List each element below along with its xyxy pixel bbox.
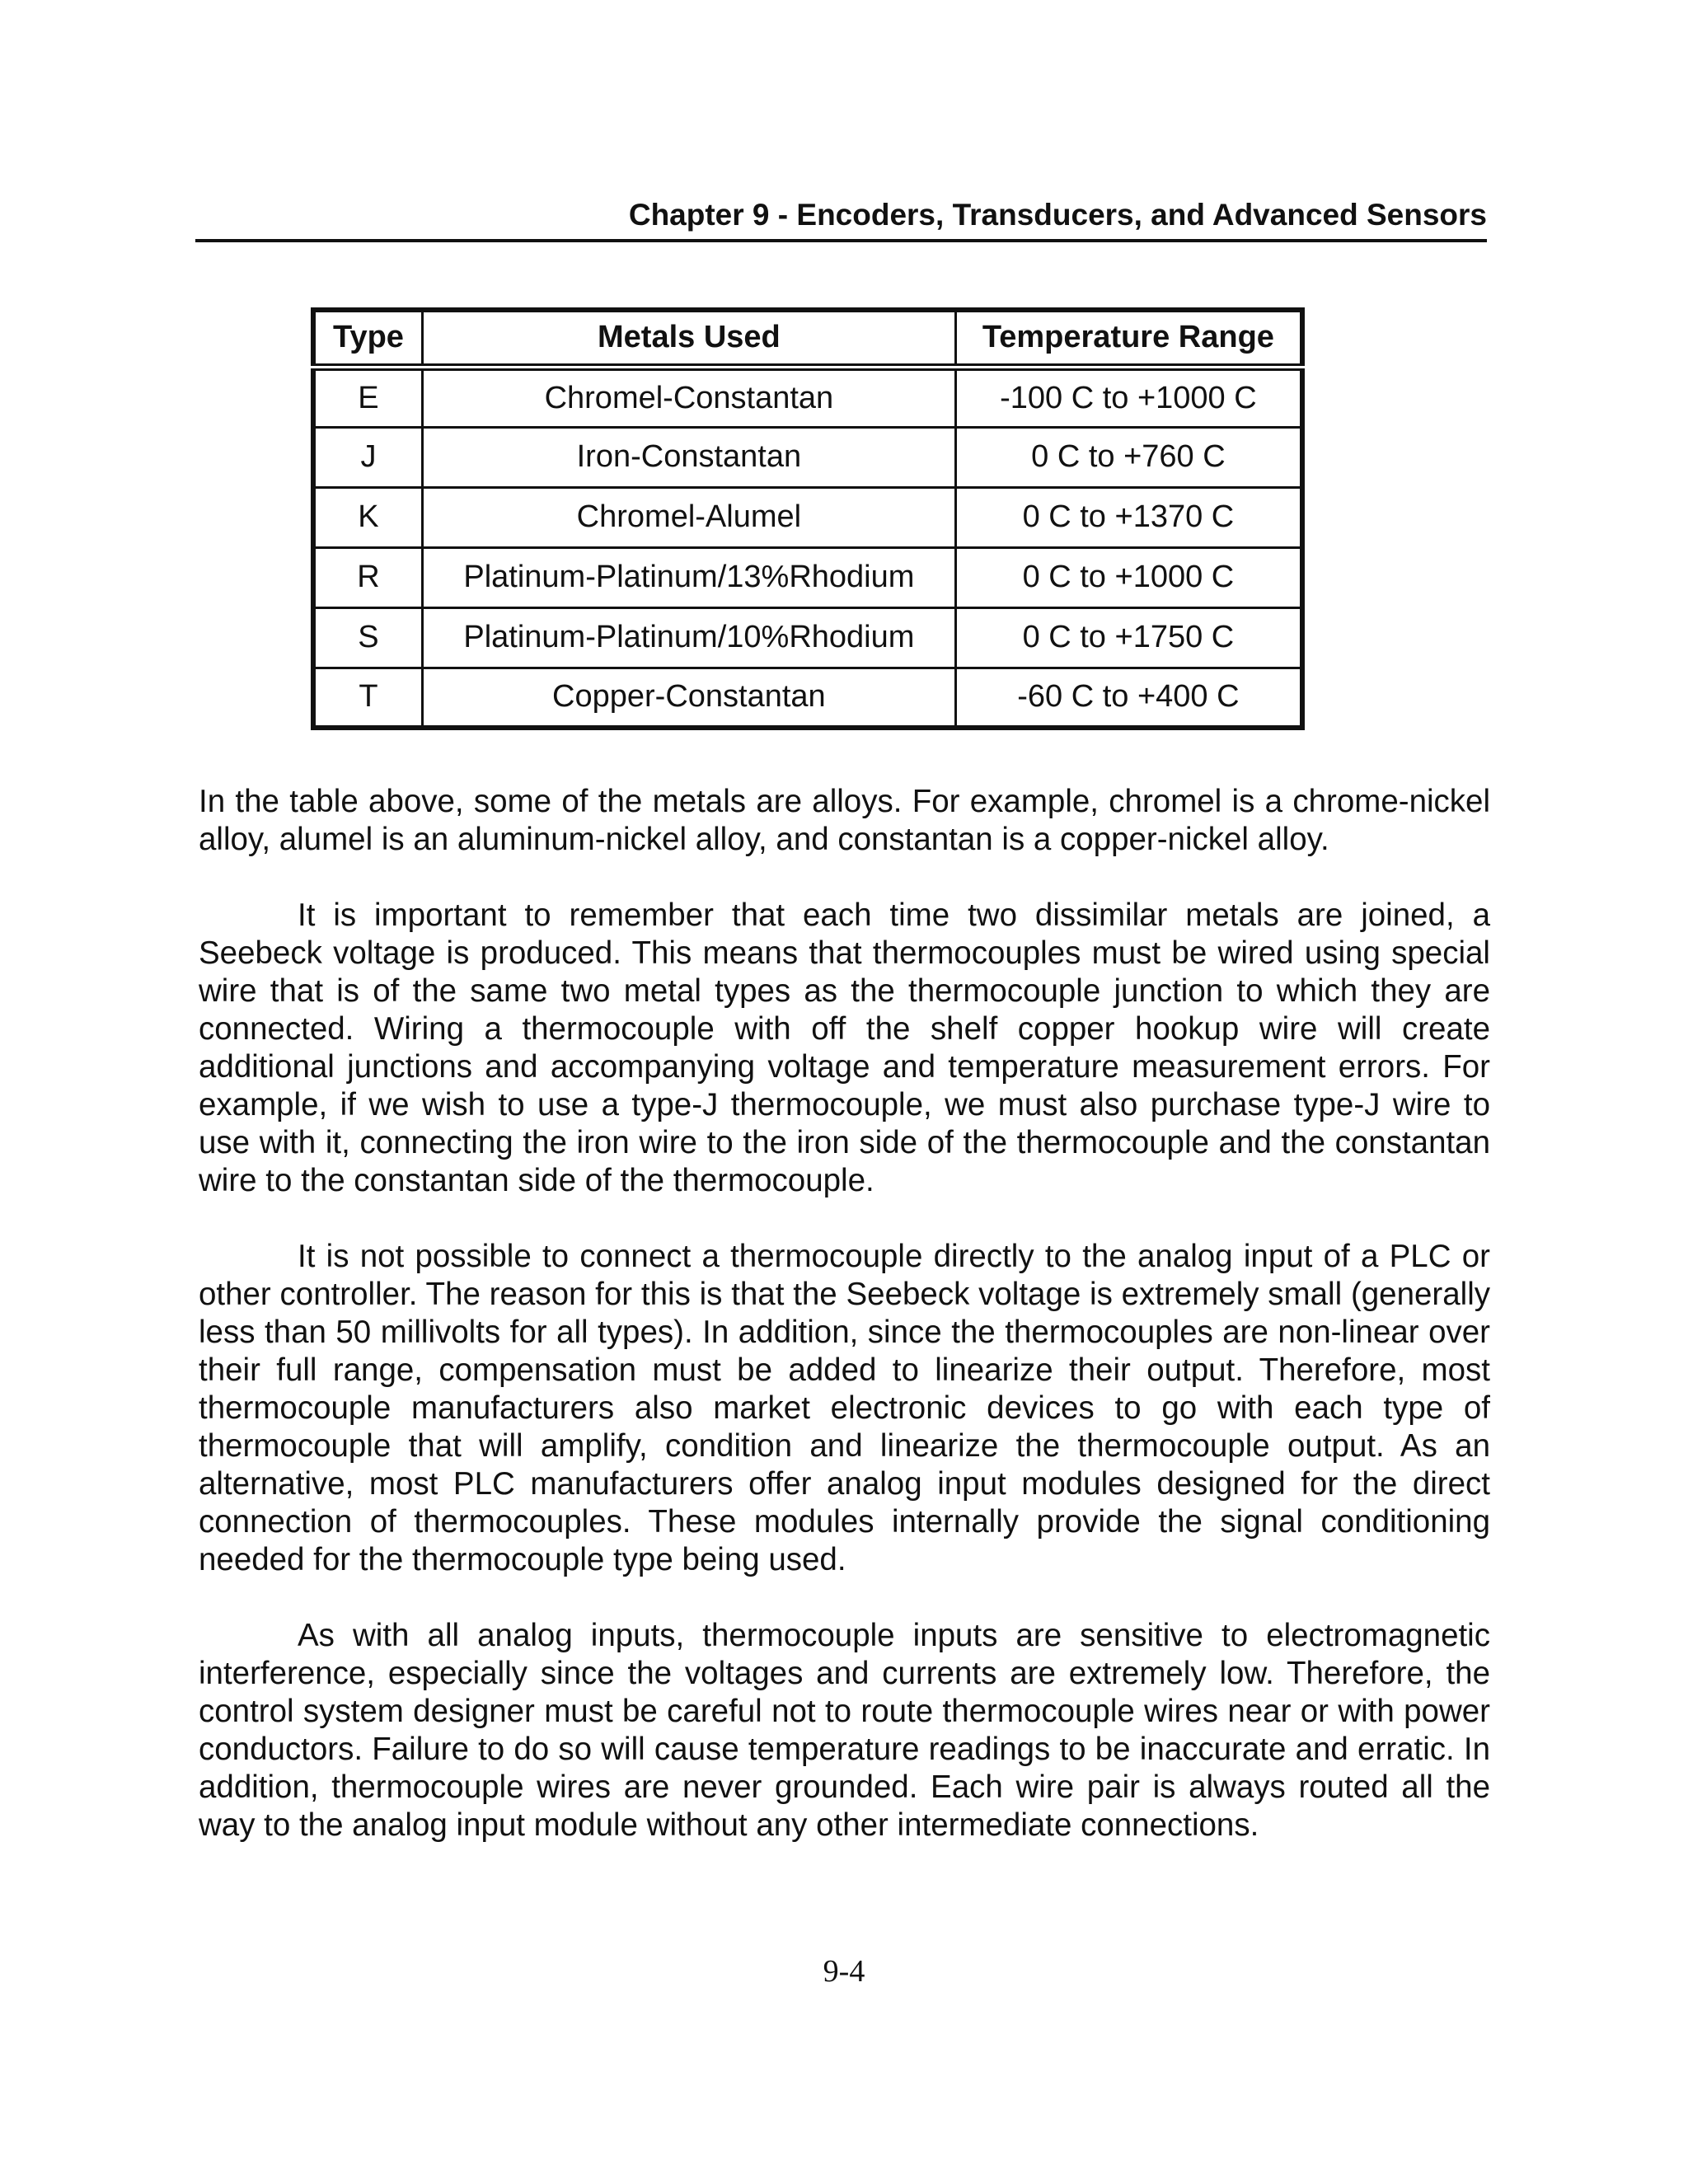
cell-range: -100 C to +1000 C (955, 367, 1302, 427)
cell-range: 0 C to +1370 C (955, 487, 1302, 547)
paragraph: In the table above, some of the metals are alloys. For example, chromel is a chrome-nickel alloy, alumel is an aluminum-nickel alloy, and constantan is a copper-nickel alloy. (199, 784, 1490, 857)
table-header-row (313, 310, 1302, 367)
table-row (313, 487, 1302, 547)
cell-type: S (313, 607, 422, 668)
chapter-title: Chapter 9 - Encoders, Transducers, and Advanced Sensors (628, 198, 1487, 232)
paragraph: It is not possible to connect a thermocouple directly to the analog input of a PLC or other controller. The reason for this is that the Seebeck voltage is extremely small (generally less than 50 millivolts for all types). In addition, since the thermocouples are non-linear over their full range, compensation must be added to linearize their output. Therefore, most thermocouple manufacturers also market electronic devices to go with each type of thermocouple that will amplify, condition and linearize the thermocouple output. As an alternative, most PLC manufacturers offer analog input modules designed for the direct connection of thermocouples. These modules internally provide the signal conditioning needed for the thermocouple type being used. (199, 1239, 1490, 1577)
cell-metals: Copper-Constantan (422, 668, 955, 728)
body-text (199, 783, 1490, 1882)
cell-range: 0 C to +760 C (955, 427, 1302, 487)
cell-type: R (313, 547, 422, 607)
cell-type: T (313, 668, 422, 728)
cell-type: J (313, 427, 422, 487)
cell-metals: Platinum-Platinum/10%Rhodium (422, 607, 955, 668)
cell-metals: Iron-Constantan (422, 427, 955, 487)
cell-range: -60 C to +400 C (955, 668, 1302, 728)
table-row (313, 427, 1302, 487)
table-row (313, 668, 1302, 728)
cell-range: 0 C to +1000 C (955, 547, 1302, 607)
paragraph: As with all analog inputs, thermocouple inputs are sensitive to electromagnetic interference, especially since the voltages and currents are extremely low. Therefore, the control system designer must be careful not to route thermocouple wires near or with power conductors. Failure to do so will cause temperature readings to be inaccurate and erratic. In addition, thermocouple wires are never grounded. Each wire pair is always routed all the way to the analog input module without any other intermediate connections. (199, 1618, 1490, 1843)
cell-metals: Chromel-Alumel (422, 487, 955, 547)
page-header (195, 196, 1487, 242)
cell-type: E (313, 367, 422, 427)
table-row (313, 547, 1302, 607)
column-header-temperature-range: Temperature Range (955, 310, 1302, 367)
table-row (313, 367, 1302, 427)
page-number: 9-4 (823, 1954, 865, 1989)
cell-type: K (313, 487, 422, 547)
paragraph: It is important to remember that each time two dissimilar metals are joined, a Seebeck voltage is produced. This means that thermocouples must be wired using special wire that is of the same two metal types as the thermocouple junction to which they are connected. Wiring a thermocouple with off the shelf copper hookup wire will create additional junctions and accompanying voltage and temperature measurement errors. For example, if we wish to use a type-J thermocouple, we must also purchase type-J wire to use with it, connecting the iron wire to the iron side of the thermocouple and the constantan wire to the constantan side of the thermocouple. (199, 898, 1490, 1198)
column-header-type: Type (313, 310, 422, 367)
cell-metals: Platinum-Platinum/13%Rhodium (422, 547, 955, 607)
thermocouple-types-table (311, 307, 1305, 730)
cell-range: 0 C to +1750 C (955, 607, 1302, 668)
table-row (313, 607, 1302, 668)
cell-metals: Chromel-Constantan (422, 367, 955, 427)
column-header-metals-used: Metals Used (422, 310, 955, 367)
